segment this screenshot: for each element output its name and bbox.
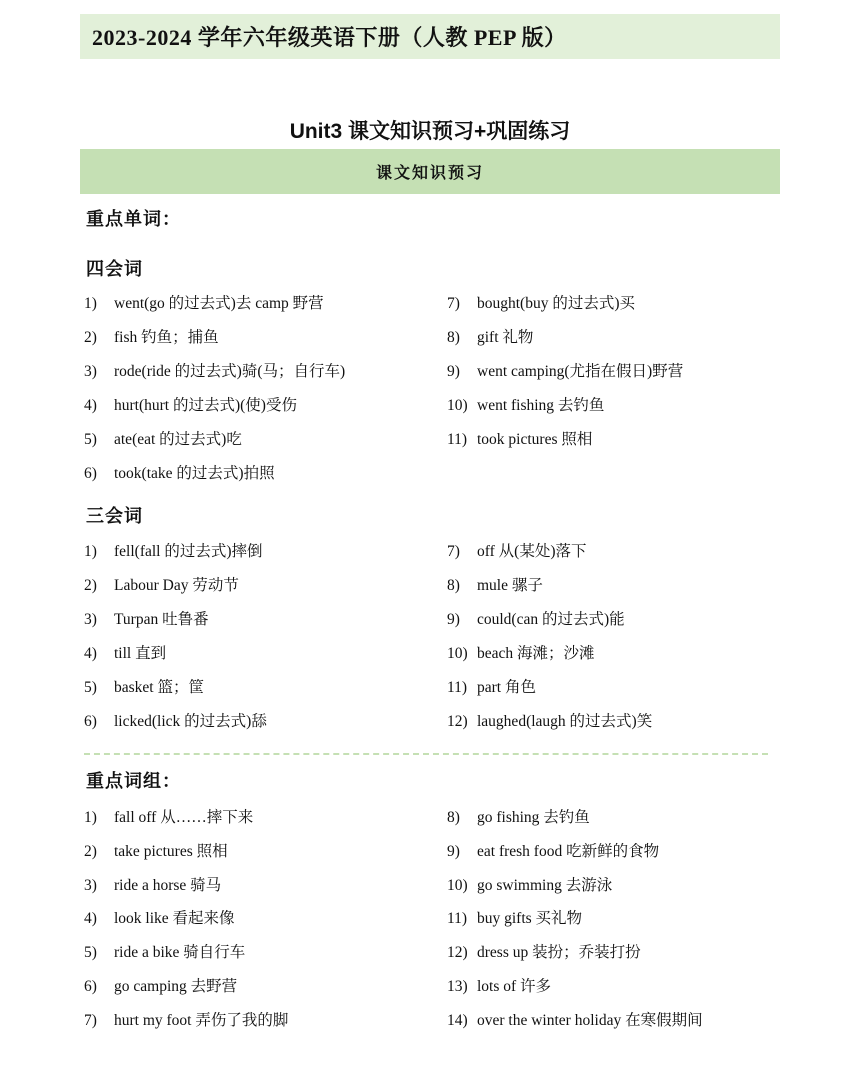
list-item: [447, 539, 587, 561]
item-text: fell(fall 的过去式)摔倒: [114, 543, 263, 560]
list-item: [84, 539, 263, 561]
item-text: Turpan 吐鲁番: [114, 611, 209, 628]
item-number: 8): [447, 329, 460, 346]
item-number: 4): [84, 397, 97, 414]
item-text: go camping 去野营: [114, 978, 238, 995]
list-item: [84, 709, 267, 731]
item-text: could(can 的过去式)能: [477, 611, 625, 628]
item-number: 10): [447, 876, 468, 894]
list-item: [84, 974, 237, 996]
item-text: gift 礼物: [477, 329, 534, 346]
item-text: till 直到: [114, 645, 167, 662]
item-number: 7): [447, 295, 460, 312]
list-item: [447, 427, 592, 449]
item-number: 3): [84, 876, 97, 894]
list-item: [447, 940, 641, 962]
item-text: went(go 的过去式)去 camp 野营: [114, 295, 324, 312]
item-text: part 角色: [477, 679, 536, 696]
item-number: 5): [84, 944, 97, 962]
list-item: [447, 709, 652, 731]
list-item: [447, 675, 536, 697]
list-item: [447, 805, 590, 827]
item-text: basket 篮；筐: [114, 679, 204, 696]
item-text: over the winter holiday 在寒假期间: [477, 1011, 703, 1029]
list-item: [84, 805, 253, 827]
list-item: [447, 641, 595, 663]
item-text: licked(lick 的过去式)舔: [114, 713, 267, 730]
list-item: [447, 906, 582, 928]
item-text: go swimming 去游泳: [477, 876, 613, 894]
list-item: [84, 873, 221, 895]
list-item: [447, 359, 683, 381]
item-number: 11): [447, 679, 468, 696]
list-item: [84, 393, 297, 415]
key-words-heading: 重点单词：: [86, 209, 181, 229]
list-item: [447, 573, 543, 595]
item-text: take pictures 照相: [114, 842, 228, 860]
item-text: look like 看起来像: [114, 910, 235, 928]
item-text: bought(buy 的过去式)买: [477, 295, 636, 312]
item-number: 9): [447, 363, 460, 380]
list-item: [84, 839, 228, 861]
item-number: 2): [84, 842, 97, 860]
item-text: took pictures 照相: [477, 431, 593, 448]
item-text: Labour Day 劳动节: [114, 577, 239, 594]
list-item: [447, 291, 635, 313]
item-number: 8): [447, 577, 460, 594]
item-text: ride a horse 骑马: [114, 876, 222, 894]
item-text: laughed(laugh 的过去式)笑: [477, 713, 653, 730]
item-text: rode(ride 的过去式)骑(马；自行车): [114, 363, 346, 380]
section-divider: [84, 753, 768, 755]
item-text: hurt my foot 弄伤了我的脚: [114, 1011, 289, 1029]
item-number: 10): [447, 645, 468, 662]
list-item: [447, 607, 625, 629]
item-text: ate(eat 的过去式)吃: [114, 431, 242, 448]
item-text: went camping(尤指在假日)野营: [477, 363, 684, 380]
item-number: 6): [84, 978, 97, 995]
item-number: 6): [84, 713, 97, 730]
item-number: 12): [447, 944, 468, 962]
item-number: 14): [447, 1011, 468, 1029]
item-number: 4): [84, 910, 97, 928]
item-text: dress up 装扮；乔装打扮: [477, 944, 641, 962]
item-text: ride a bike 骑自行车: [114, 944, 246, 962]
list-item: [447, 974, 551, 996]
section-bar: 课文知识预习: [80, 149, 780, 194]
list-item: [447, 873, 612, 895]
item-text: hurt(hurt 的过去式)(使)受伤: [114, 397, 297, 414]
item-text: beach 海滩；沙滩: [477, 645, 595, 662]
item-number: 9): [447, 611, 460, 628]
item-text: buy gifts 买礼物: [477, 910, 583, 928]
list-item: [84, 359, 345, 381]
list-item: [447, 325, 533, 347]
item-number: 1): [84, 295, 97, 312]
three-skill-heading: 三会词: [86, 506, 143, 526]
item-number: 11): [447, 910, 468, 928]
list-item: [447, 393, 604, 415]
item-text: took(take 的过去式)拍照: [114, 465, 275, 482]
item-number: 6): [84, 465, 97, 482]
item-number: 9): [447, 842, 460, 860]
list-item: [84, 906, 235, 928]
item-number: 3): [84, 611, 97, 628]
list-item: [84, 325, 219, 347]
list-item: [84, 675, 204, 697]
item-text: go fishing 去钓鱼: [477, 809, 590, 826]
item-number: 1): [84, 543, 97, 560]
list-item: [84, 1008, 288, 1030]
item-number: 2): [84, 329, 97, 346]
list-item: [84, 291, 324, 313]
item-number: 2): [84, 577, 97, 594]
item-text: lots of 许多: [477, 978, 552, 995]
list-item: [84, 641, 166, 663]
list-item: [84, 427, 242, 449]
list-item: [447, 1008, 703, 1030]
page-title: Unit3 课文知识预习+巩固练习: [289, 120, 571, 143]
list-item: [84, 940, 245, 962]
item-number: 1): [84, 809, 97, 826]
item-number: 8): [447, 809, 460, 826]
item-number: 3): [84, 363, 97, 380]
item-text: fall off 从……摔下来: [114, 809, 254, 826]
item-text: fish 钓鱼；捕鱼: [114, 329, 219, 346]
list-item: [84, 607, 209, 629]
item-number: 12): [447, 713, 468, 730]
four-skill-heading: 四会词: [86, 259, 143, 279]
header-banner: 2023-2024 学年六年级英语下册（人教 PEP 版）: [80, 14, 780, 59]
item-number: 10): [447, 397, 468, 414]
item-text: eat fresh food 吃新鲜的食物: [477, 842, 660, 860]
item-text: off 从(某处)落下: [477, 543, 587, 560]
item-text: went fishing 去钓鱼: [477, 397, 605, 414]
list-item: [84, 573, 239, 595]
item-number: 7): [84, 1011, 97, 1029]
phrases-heading: 重点词组：: [86, 771, 181, 791]
item-number: 5): [84, 679, 97, 696]
item-number: 11): [447, 431, 468, 448]
item-number: 13): [447, 978, 468, 995]
item-number: 4): [84, 645, 97, 662]
item-text: mule 骡子: [477, 577, 543, 594]
item-number: 7): [447, 543, 460, 560]
list-item: [84, 461, 275, 483]
item-number: 5): [84, 431, 97, 448]
list-item: [447, 839, 659, 861]
